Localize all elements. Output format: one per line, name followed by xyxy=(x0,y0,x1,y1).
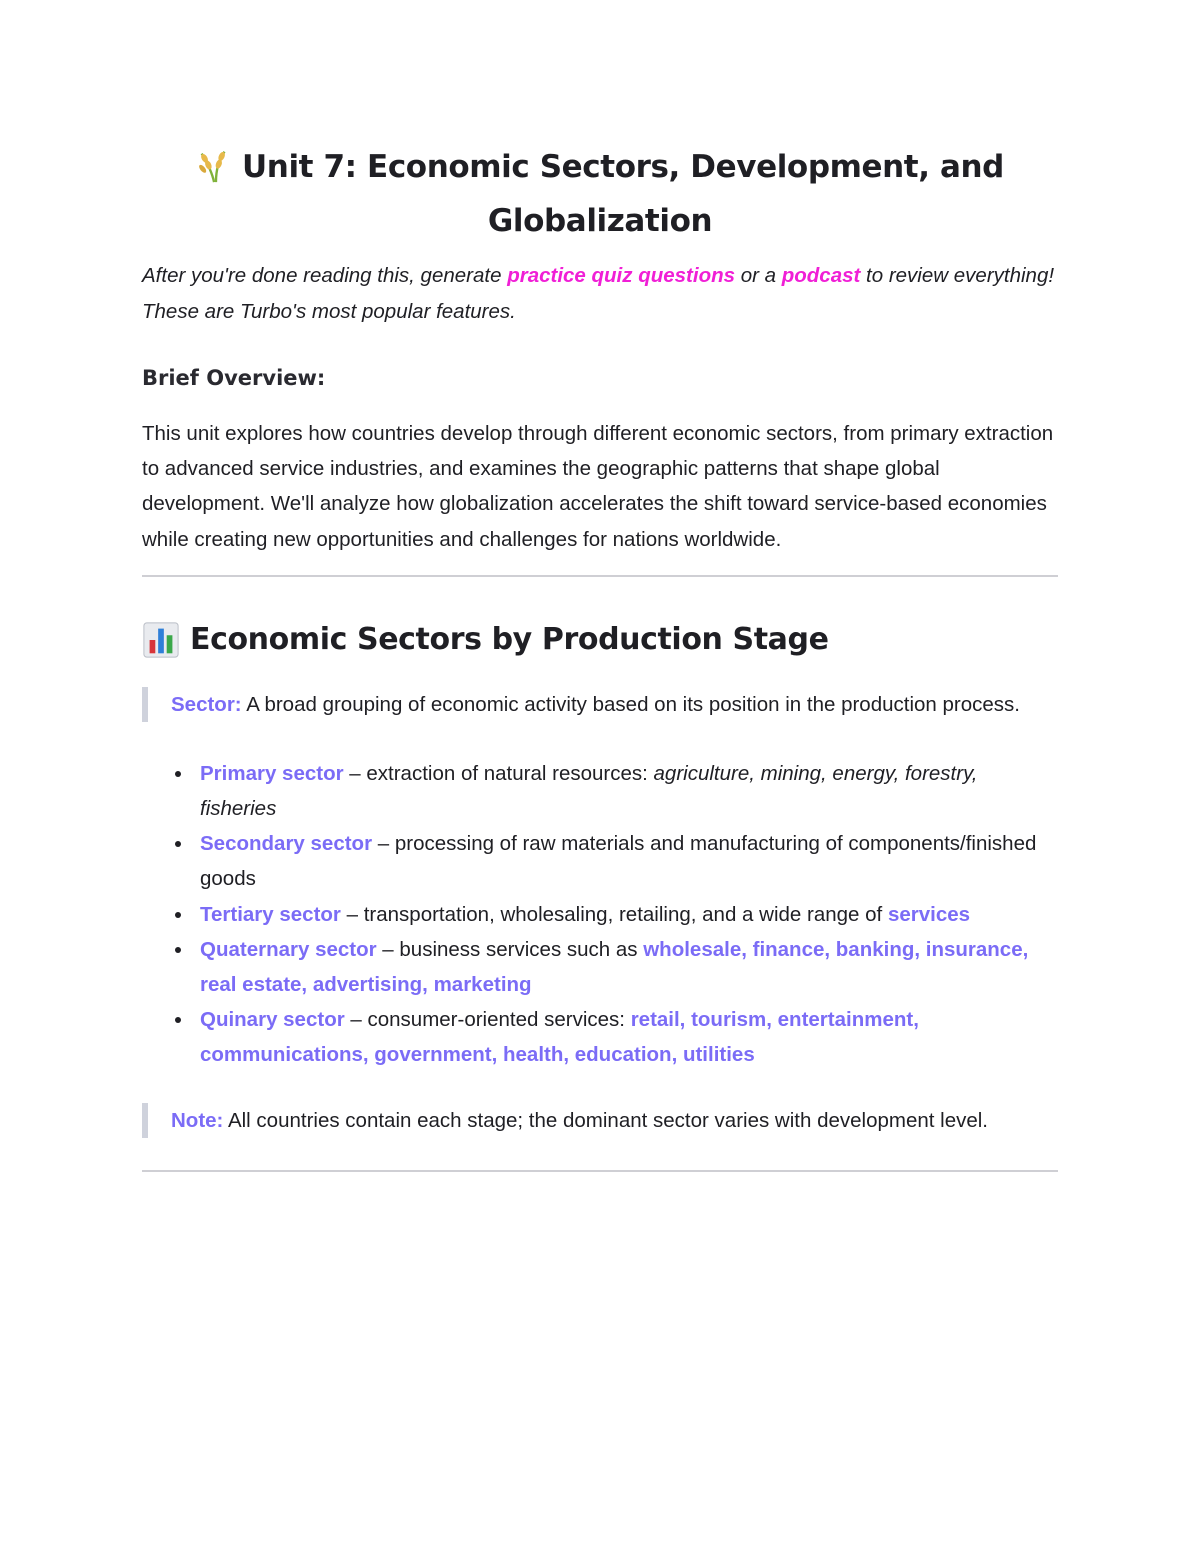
list-item xyxy=(200,1002,1058,1072)
sector-term: Quinary sector xyxy=(200,1008,345,1032)
overview-heading: Brief Overview: xyxy=(142,366,326,390)
list-item xyxy=(200,756,1058,826)
section-divider xyxy=(142,1170,1058,1172)
sector-term: Secondary sector xyxy=(200,832,373,856)
sector-description: – extraction of natural resources: xyxy=(343,761,654,785)
section-heading-text: Economic Sectors by Production Stage xyxy=(190,621,829,657)
note-text: All countries contain each stage; the dominant sector varies with development level. xyxy=(223,1108,989,1132)
sector-description: – business services such as xyxy=(376,937,644,961)
sector-term: Quaternary sector xyxy=(200,937,377,961)
section-heading xyxy=(142,613,1058,667)
definition-label: Sector: xyxy=(171,692,242,716)
list-item xyxy=(200,897,1058,932)
intro-text: to review everything! These are Turbo's most popular features. xyxy=(142,264,1055,323)
intro-text: After you're done reading this, generate xyxy=(142,264,508,287)
sector-term: Primary sector xyxy=(200,761,344,785)
intro-text: or a xyxy=(735,264,782,287)
sector-description: – transportation, wholesaling, retailing, and a wide range of xyxy=(340,902,888,926)
page-title-text: Unit 7: Economic Sectors, Development, and Globalization xyxy=(242,149,1004,239)
sector-description: – consumer-oriented services: xyxy=(344,1008,631,1032)
sector-italic-examples: agriculture, mining, energy, forestry, fisheries xyxy=(200,761,978,821)
note-blockquote xyxy=(142,1103,1058,1138)
document-content xyxy=(142,140,1058,1172)
bar-chart-icon xyxy=(142,621,180,659)
sector-examples: services xyxy=(887,902,971,926)
sector-term: Tertiary sector xyxy=(200,902,341,926)
note-label: Note: xyxy=(171,1108,224,1132)
definition-text: A broad grouping of economic activity based on its position in the production process. xyxy=(241,692,1020,716)
sector-examples: retail, tourism, entertainment, communications, government, health, education, utilities xyxy=(200,1008,919,1067)
sector-examples: wholesale, finance, banking, insurance, real estate, advertising, marketing xyxy=(200,937,1029,997)
rice-sheaf-icon xyxy=(196,146,234,184)
page-title xyxy=(142,140,1058,248)
definition-blockquote xyxy=(142,687,1058,722)
sector-list xyxy=(142,756,1058,1073)
list-item xyxy=(200,826,1058,896)
sector-description: – processing of raw materials and manufacturing of components/finished goods xyxy=(200,832,1037,891)
list-item xyxy=(200,932,1058,1002)
intro-callout xyxy=(142,258,1058,330)
section-divider xyxy=(142,575,1058,577)
podcast-link[interactable]: podcast xyxy=(781,264,861,287)
overview-paragraph: This unit explores how countries develop through different economic sectors, from primary extraction to advanced service industries, and examines the geographic patterns that shape global development. We'll analyze how globalization accelerates the shift toward service-based economies while creating new opportunities and challenges for nations worldwide. xyxy=(142,422,1054,551)
practice-quiz-link[interactable]: practice quiz questions xyxy=(507,264,736,287)
